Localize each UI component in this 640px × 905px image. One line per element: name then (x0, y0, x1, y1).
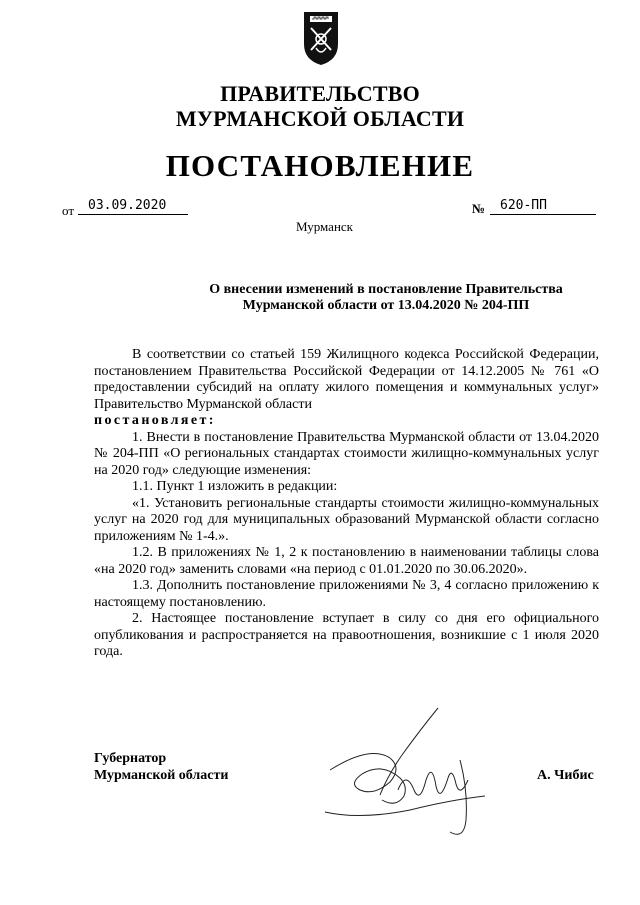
signatory-name: А. Чибис (537, 768, 594, 783)
paragraph-preamble: В соответствии со статьей 159 Жилищного кодекса Российской Федерации, постановлением Правительства Российской Федерации от 14.12.2005 № 761 «О предоставлении субсидий на оплату жилого помещения и коммунальных услуг» Правительство Мурманской области (94, 347, 599, 412)
paragraph-quote: «1. Установить региональные стандарты стоимости жилищно-коммунальных услуг на 2020 год для муниципальных образований Мурманской области согласно приложениям № 1-4.». (94, 495, 599, 544)
document-subject (176, 282, 596, 314)
position-line2: Мурманской области (94, 768, 229, 783)
organization-name-line1: ПРАВИТЕЛЬСТВО (220, 81, 420, 106)
subject-line2: Мурманской области от 13.04.2020 № 204-ПП (242, 298, 530, 313)
signatory-position (94, 750, 228, 784)
handwritten-signature (310, 700, 510, 850)
coat-of-arms-icon (302, 10, 340, 66)
paragraph-item-1-2: 1.2. В приложениях № 1, 2 к постановлению в наименовании таблицы слова «на 2020 год» заменить словами «на период с 01.01.2020 по 30.06.2020». (94, 545, 599, 577)
paragraph-item-1-3: 1.3. Дополнить постановление приложениями № 3, 4 согласно приложению к настоящему постановлению. (94, 578, 599, 610)
document-number: 620-ПП (490, 198, 596, 215)
document-date: 03.09.2020 (78, 198, 188, 215)
document-type: ПОСТАНОВЛЕНИЕ (165, 148, 475, 183)
subject-line1: О внесении изменений в постановление Правительства (209, 282, 563, 297)
paragraph-item-1: 1. Внести в постановление Правительства Мурманской области от 13.04.2020 № 204-ПП «О региональных стандартах стоимости жилищно-коммунальных услуг на 2020 год» следующие изменения: (94, 429, 599, 478)
organization-name-line2: МУРМАНСКОЙ ОБЛАСТИ (175, 106, 465, 131)
paragraph-item-2: 2. Настоящее постановление вступает в силу со дня его официального опубликования и распространяется на правоотношения, возникшие с 1 июля 2020 года. (94, 611, 599, 659)
date-label: от (62, 203, 75, 218)
number-label: № (472, 201, 486, 216)
position-line1: Губернатор (94, 751, 167, 766)
city: Мурманск (296, 219, 353, 234)
paragraph-item-1-1: 1.1. Пункт 1 изложить в редакции: (132, 479, 338, 494)
decree-word: постановляет: (94, 413, 216, 428)
document-body (94, 347, 599, 661)
